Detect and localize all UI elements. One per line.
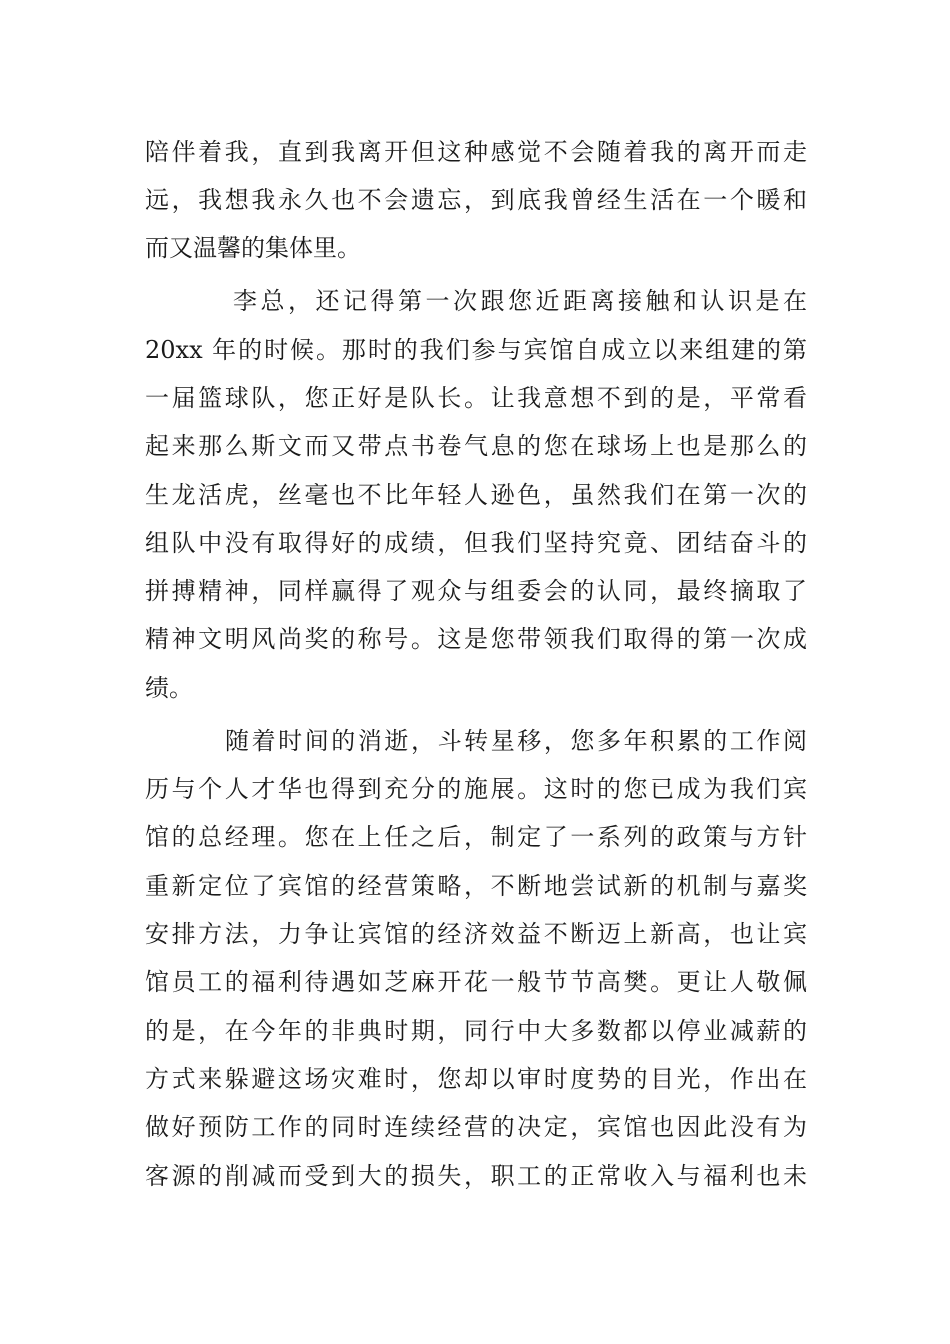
text-line: 生龙活虎，丝毫也不比年轻人逊色，虽然我们在第一次的 — [145, 481, 807, 509]
text-line: 远，我想我永久也不会遗忘，到底我曾经生活在一个暖和 — [145, 186, 807, 214]
text-line: 重新定位了宾馆的经营策略，不断地尝试新的机制与嘉奖 — [145, 872, 807, 900]
text-line: 绩。 — [145, 674, 193, 702]
text-line: 做好预防工作的同时连续经营的决定，宾馆也因此没有为 — [145, 1113, 807, 1141]
text-line: 方式来躲避这场灾难时，您却以审时度势的目光，作出在 — [145, 1065, 807, 1093]
text-line: 陪伴着我，直到我离开但这种感觉不会随着我的离开而走 — [145, 138, 807, 166]
text-line: 馆员工的福利待遇如芝麻开花一般节节高樊。更让人敬佩 — [145, 968, 807, 996]
text-line: 而又温馨的集体里。 — [145, 234, 361, 262]
text-line: 的是，在今年的非典时期，同行中大多数都以停业减薪的 — [145, 1017, 807, 1045]
text-line: 拼搏精神，同样赢得了观众与组委会的认同，最终摘取了 — [145, 577, 807, 605]
text-line: 随着时间的消逝，斗转星移，您多年积累的工作阅 — [225, 727, 807, 755]
text-line: 李总，还记得第一次跟您近距离接触和认识是在 — [233, 287, 807, 315]
text-line: 精神文明风尚奖的称号。这是您带领我们取得的第一次成 — [145, 625, 807, 653]
text-line: 客源的削减而受到大的损失，职工的正常收入与福利也未 — [145, 1162, 807, 1190]
text-line: 20xx 年的时候。那时的我们参与宾馆自成立以来组建的第 — [145, 336, 807, 364]
text-line: 起来那么斯文而又带点书卷气息的您在球场上也是那么的 — [145, 432, 807, 460]
text-line: 一届篮球队，您正好是队长。让我意想不到的是，平常看 — [145, 384, 807, 412]
text-line: 安排方法，力争让宾馆的经济效益不断迈上新高，也让宾 — [145, 920, 807, 948]
text-line: 历与个人才华也得到充分的施展。这时的您已成为我们宾 — [145, 775, 807, 803]
text-line: 馆的总经理。您在上任之后，制定了一系列的政策与方针 — [145, 823, 807, 851]
text-line: 组队中没有取得好的成绩，但我们坚持究竟、团结奋斗的 — [145, 529, 807, 557]
